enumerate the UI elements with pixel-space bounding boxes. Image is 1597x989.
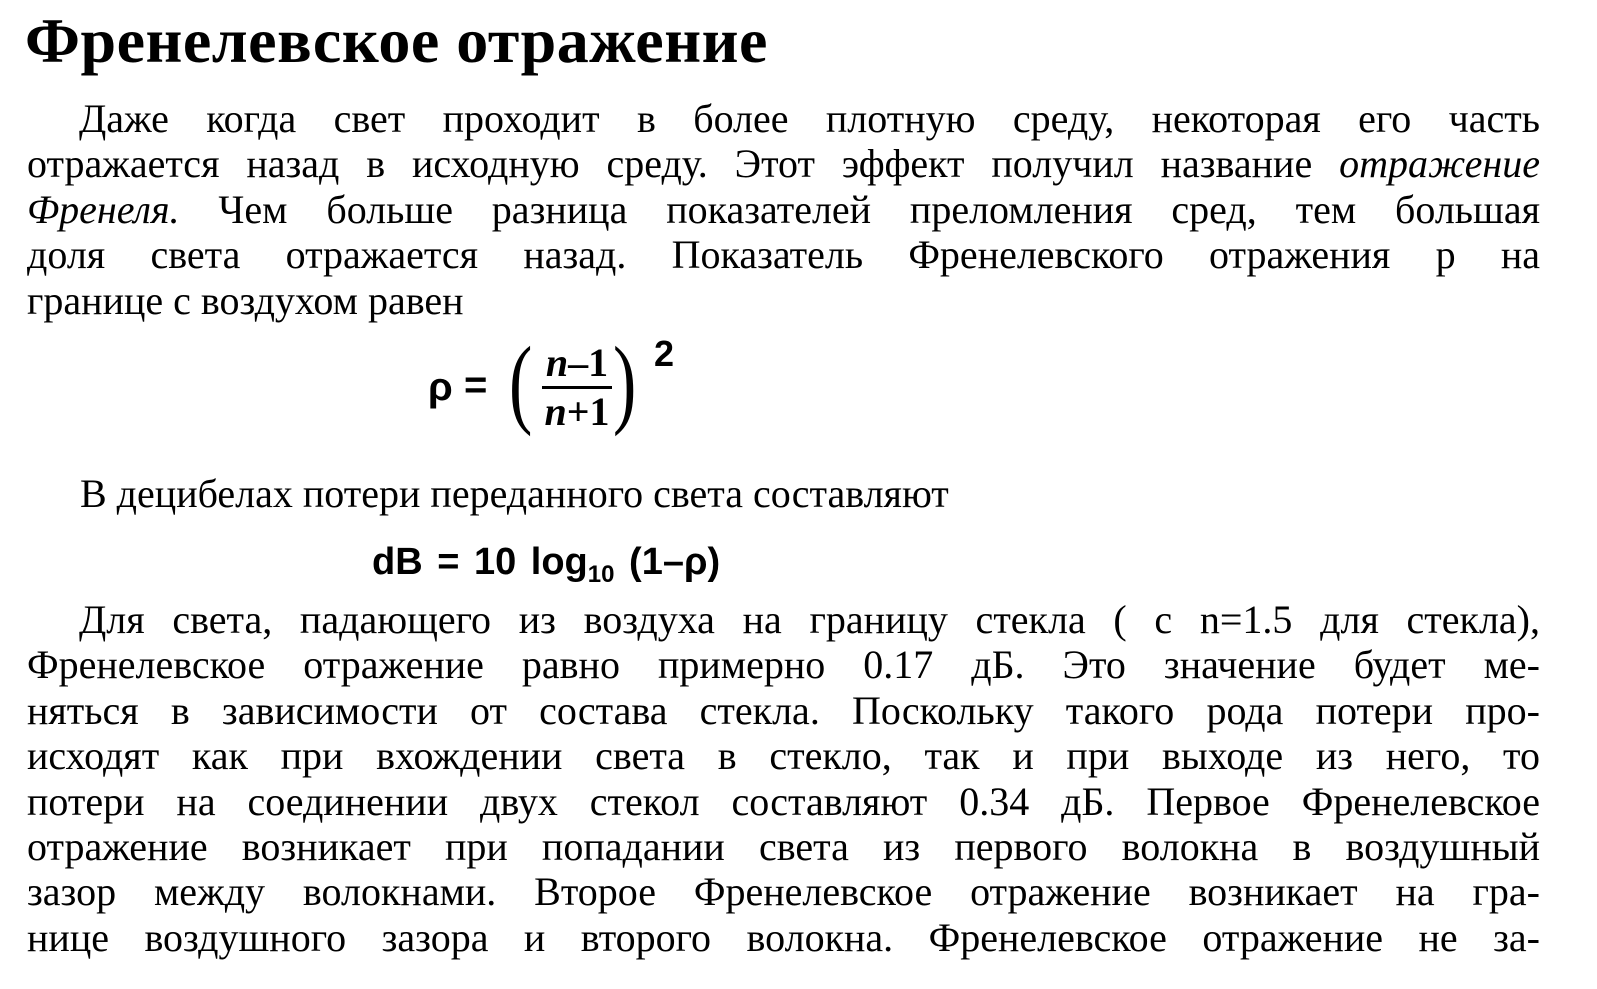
- formula-fraction: [538, 342, 616, 433]
- formula-den-rest: +1: [566, 389, 610, 434]
- formula-paren-left: (: [508, 326, 533, 437]
- formula-exponent: 2: [654, 333, 675, 374]
- section-title: Френелевское отражение: [25, 5, 768, 76]
- formula-var: n: [545, 340, 569, 385]
- paragraph-line: Даже когда свет проходит в более плотную среду, некоторая его часть: [79, 96, 1540, 141]
- formula-denominator: [538, 391, 616, 433]
- formula-numerator: [538, 342, 616, 384]
- paragraph-decibels: [80, 471, 1540, 516]
- formula-subscript: 10: [587, 561, 615, 588]
- paragraph-line: доля света отражается назад. Показатель Френелевского отражения р на: [27, 232, 1540, 278]
- paragraph-line: [27, 187, 1540, 232]
- formula-equals: =: [464, 363, 488, 407]
- paragraph-intro: [27, 96, 1540, 323]
- paragraph-line: исходят как при вхождении света в стекло, так и при выходе из него, то: [27, 733, 1540, 779]
- formula-rho: ρ: [428, 365, 453, 409]
- line-text: отражается назад в исходную среду. Этот эффект получил название: [27, 141, 1313, 187]
- formula-rhs: (1–ρ): [614, 541, 721, 583]
- formula-lhs: dB = 10 log: [372, 541, 588, 583]
- paragraph-glass: [27, 597, 1540, 960]
- paragraph-line: Френелевское отражение равно примерно 0.17 дБ. Это значение будет ме-: [27, 642, 1540, 688]
- paragraph-line: границе с воздухом равен: [27, 277, 464, 323]
- decibel-formula: [372, 538, 720, 586]
- paragraph-line: няться в зависимости от состава стекла. Поскольку такого рода потери про-: [27, 687, 1540, 733]
- fresnel-formula: [428, 326, 688, 444]
- emphasis-term: Френеля.: [27, 186, 180, 232]
- paragraph-line: В децибелах потери переданного света составляют: [80, 471, 949, 516]
- paragraph-line: [27, 141, 1540, 186]
- formula-var: n: [544, 389, 567, 434]
- line-text: Чем больше разница показателей преломления сред, тем большая: [179, 186, 1540, 232]
- paragraph-line: нице воздушного зазора и второго волокна. Френелевское отражение не за-: [27, 914, 1540, 960]
- paragraph-line: потери на соединении двух стекол составляют 0.34 дБ. Первое Френелевское: [27, 778, 1540, 824]
- paragraph-line: отражение возникает при попадании света из первого волокна в воздушный: [27, 823, 1540, 869]
- formula-paren-right: ): [612, 326, 637, 437]
- paragraph-line: зазор между волокнами. Второе Френелевское отражение возникает на гра-: [27, 869, 1540, 915]
- paragraph-line: Для света, падающего из воздуха на границу стекла ( с n=1.5 для стекла),: [79, 597, 1540, 642]
- formula-num-rest: –1: [568, 340, 609, 385]
- emphasis-term: отражение: [1339, 141, 1541, 187]
